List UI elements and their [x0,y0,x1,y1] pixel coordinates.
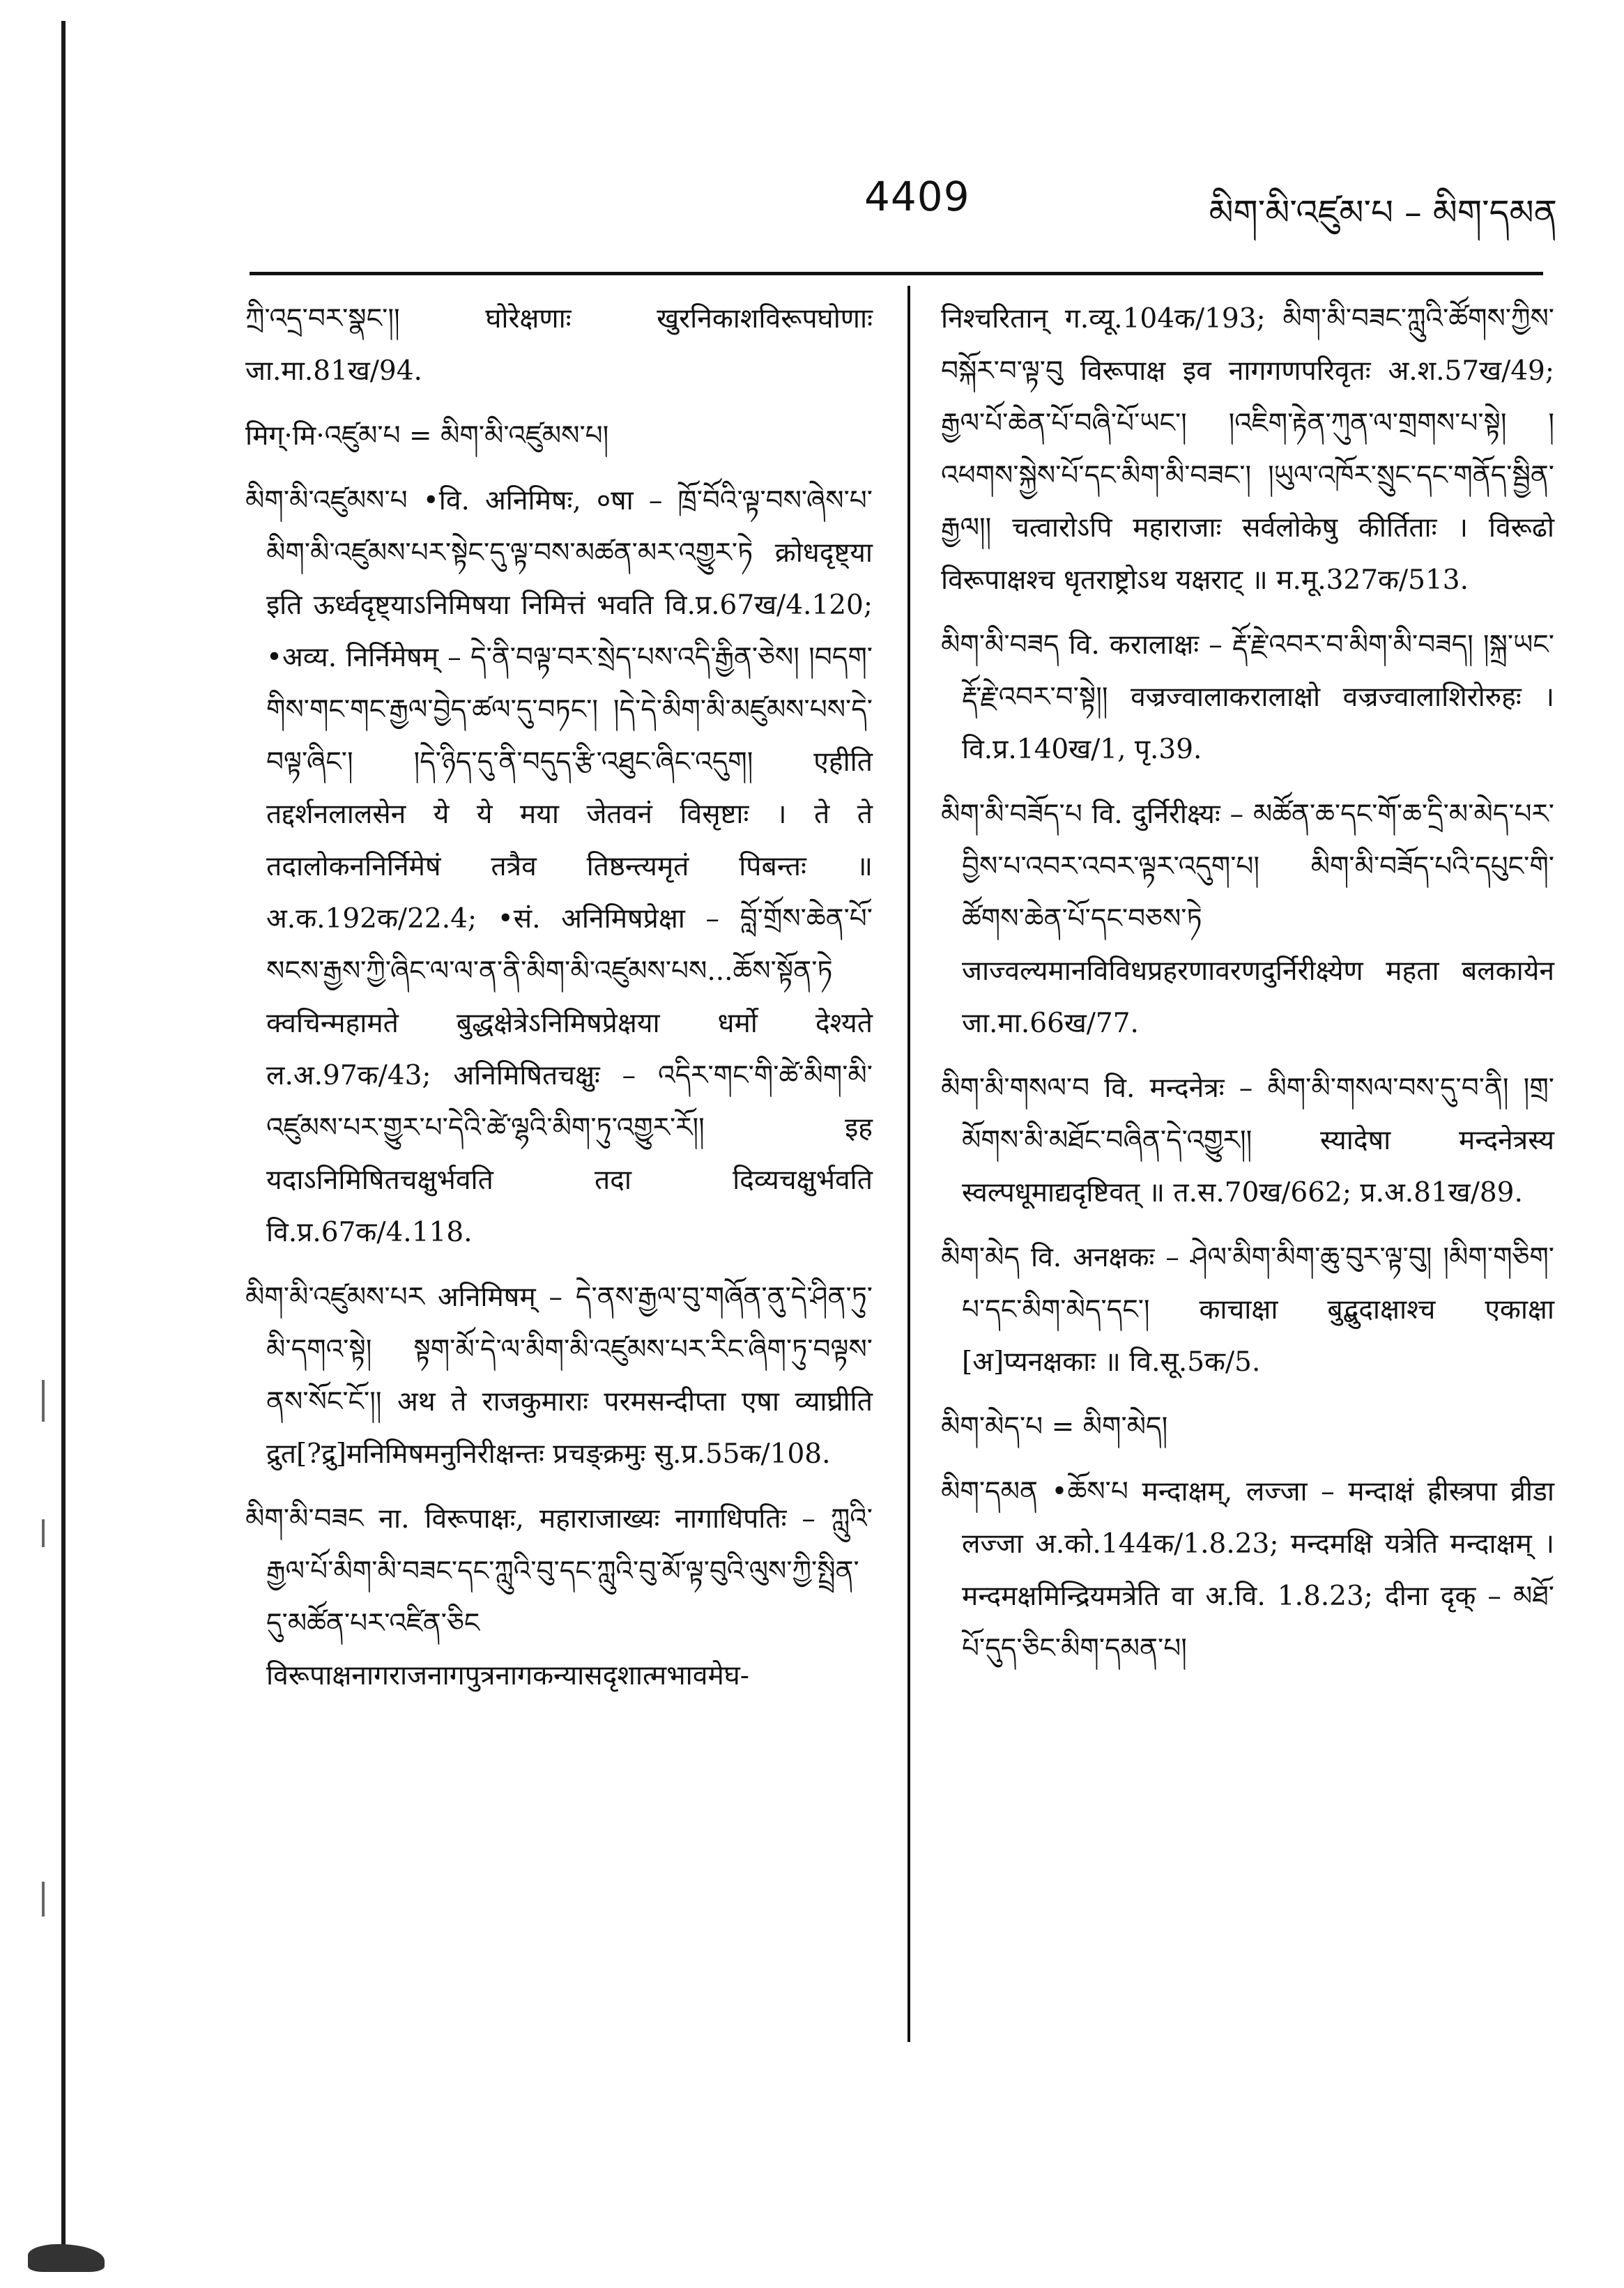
entry-mig-mi-gsal-ba: མིག་མི་གསལ་བ वि. मन्दनेत्रः – མིག་མི་གསལ་བས་དུ་བ་ནི། །གྲ་མོགས་མི་མཐོང་བཞིན་དེ་འགྱུར།། स्यादेषा मन्दनेत्रस्य स्वल्पधूमाद्यदृष्टिवत् ॥ त.स.70ख/662; प्र.अ.81ख/89. [941,1073,1554,1208]
entry-mig-mi-bzang: མིག་མི་བཟང ना. विरूपाक्षः, महाराजाख्यः नागाधिपतिः – ཀླུའི་རྒྱལ་པོ་མིག་མི་བཟང་དང་ཀླུའི་བུ་དང་ཀླུའི་བུ་མོ་ལྟ་བུའི་ལུས་ཀྱི་སྤྲིན་དུ་མཚོན་པར་འཛིན་ཅིང विरूपाक्षनागराजनागपुत्रनागकन्यासदृशात्मभावमेघ- [245,1503,873,1691]
entry-mig-med: མིག་མེད वि. अनक्षकः – ཤེལ་མིག་མིག་ཆུ་བུར་ལྟ་བུ། །མིག་གཅིག་པ་དང་མིག་མེད་དང་། काचाक्षा बुद्बुदाक्षाश्च एकाक्षा [अ]प्यनक्षकाः ॥ वि.सू.5क/5. [941,1242,1554,1378]
scan-edge-noise [42,1380,45,1422]
left-column [245,293,873,1714]
entry-mig-mi-dzums-pa: མིག་མི་འཛུམས་པ •वि. अनिमिषः, ०षा – ཁྲོ་བོའི་ལྟ་བས་ཞེས་པ་མིག་མི་འཛུམས་པར་སྟེང་དུ་ལྟ་བས་མཚན་མར་འགྱུར་ཏེ क्रोधदृष्ट्या इति ऊर्ध्वदृष्ट्याऽनिमिषया निमित्तं भवति वि.प्र.67ख/4.120; •अव्य. निर्निमेषम् – དེ་ནི་བལྟ་བར་སྲེད་པས་འདི་རྒྱིན་ཅེས། །བདག་གིས་གང་གང་རྒྱལ་བྱེད་ཚལ་དུ་བཏང་། །དེ་དེ་མིག་མི་མཛུམས་པས་དེ་བལྟ་ཞིང་། །དེ་ཉིད་དུ་ནི་བདུད་རྩི་འཐུང་ཞིང་འདུག། एहीति तद्दर्शनलालसेन ये ये मया जेतवनं विसृष्टाः । ते ते तदालोकननिर्निमेषं तत्रैव तिष्ठन्त्यमृतं पिबन्तः ॥ अ.क.192क/22.4; •सं. अनिमिषप्रेक्षा – བློ་གྲོས་ཆེན་པོ་སངས་རྒྱས་ཀྱི་ཞིང་ལ་ལ་ན་ནི་མིག་མི་འཛུམས་པས...ཆོས་སྟོན་ཏེ क्वचिन्महामते बुद्धक्षेत्रेऽनिमिषप्रेक्षया धर्मो देश्यते ल.अ.97क/43; अनिमिषितचक्षुः – འདིར་གང་གི་ཚེ་མིག་མི་འཛུམས་པར་གྱུར་པ་དེའི་ཚེ་ལྷའི་མིག་ཏུ་འགྱུར་རོ།། इह यदाऽनिमिषितचक्षुर्भवति तदा दिव्यचक्षुर्भवति वि.प्र.67क/4.118. [245,485,873,1248]
entry-continuation: निश्चरितान् ग.व्यू.104क/193; མིག་མི་བཟང་ཀླུའི་ཚོགས་ཀྱིས་བསྐོར་བ་ལྟ་བུ विरूपाक्ष इव नागगणपरिवृतः अ.श.57ख/49; རྒྱལ་པོ་ཆེན་པོ་བཞི་པོ་ཡང་། །འཇིག་རྟེན་ཀུན་ལ་གྲགས་པ་སྟེ། །འཕགས་སྐྱེས་པོ་དང་མིག་མི་བཟང་། །ཡུལ་འཁོར་སྲུང་དང་གནོད་སྦྱིན་རྒྱལ།། चत्वारोऽपि महाराजाः सर्वलोकेषु कीर्तिताः । विरूढो विरूपाक्षश्च धृतराष्ट्रोऽथ यक्षराट् ॥ म.मू.327क/513. [941,303,1554,596]
entry-cross-reference [941,1401,1554,1453]
scan-edge-line [61,21,66,2251]
entry-mig-mi-bzad: མིག་མི་བཟད वि. करालाक्षः – རྡོ་རྗེ་འབར་བ་མིག་མི་བཟད། །སྐྲ་ཡང་རྡོ་རྗེ་འབར་བ་སྟེ།། वज्रज्वालाकरालाक्षो वज्रज्वालाशिरोरुहः । वि.प्र.140ख/1, पृ.39. [941,629,1554,765]
page-number: 4409 [864,173,970,220]
scan-edge-noise [42,1882,45,1917]
entry-mig-mi-dzums-par: མིག་མི་འཛུམས་པར अनिमिषम् – དེ་ནས་རྒྱལ་བུ་གཞོན་ནུ་དེ་ཤིན་ཏུ་མི་དགའ་སྟེ། སྟག་མོ་དེ་ལ་མིག་མི་འཛུམས་པར་རིང་ཞིག་ཏུ་བལྟས་ནས་སོང་ངོ་།། अथ ते राजकुमाराः परमसन्दीप्ता एषा व्याघ्रीति द्रुत[?द्रु]मनिमिषमनुनिरीक्षन्तः प्रचङ्क्रमुः सु.प्र.55क/108. [245,1282,873,1470]
entry-cross-reference [245,410,873,462]
scan-edge-noise [42,1519,45,1547]
entry-mig-mi-bzod-pa: མིག་མི་བཟོད་པ वि. दुर्निरीक्ष्यः – མཚོན་ཆ་དང་གོ་ཆ་དྲི་མ་མེད་པར་བྱིས་པ་འབར་འབར་ལྟར་འདུག་པ། མིག་མི་བཟོད་པའི་དཔུང་གི་ཚོགས་ཆེན་པོ་དང་བཅས་ཏེ जाज्वल्यमानविविधप्रहरणावरणदुर्निरीक्ष्येण महता बलकायेन जा.मा.66ख/77. [941,799,1554,1039]
running-head: མིག་མི་འཛུམ་པ – མིག་དམན [1209,192,1557,233]
entry-text: मिग्·मि·འཛུམ་པ = མིག་མི་འཛུམས་པ། [245,420,609,452]
entry-text: མིག་མེད་པ = མིག་མེད། [941,1411,1168,1443]
column-divider [907,286,910,2042]
entry-continuation: ཀྲི་འདྲ་བར་སྣང་།། घोरेक्षणाः खुरनिकाशविरूपघोणाः जा.मा.81ख/94. [245,303,873,387]
scan-artifact [28,2244,105,2272]
right-column [941,293,1554,1687]
entry-mig-dman: མིག་དམན •ཆོས་པ मन्दाक्षम्, लज्जा – मन्दाक्षं ह्रीस्त्रपा व्रीडा लज्जा अ.को.144क/1.8.23; मन्दमक्षि यत्रेति मन्दाक्षम् । मन्दमक्षमिन्द्रियमत्रेति वा अ.वि. 1.8.23; दीना दृक् – མཐོ་པོ་དུད་ཅིང་མིག་དམན་པ། [941,1476,1554,1664]
header-rule [250,272,1543,275]
